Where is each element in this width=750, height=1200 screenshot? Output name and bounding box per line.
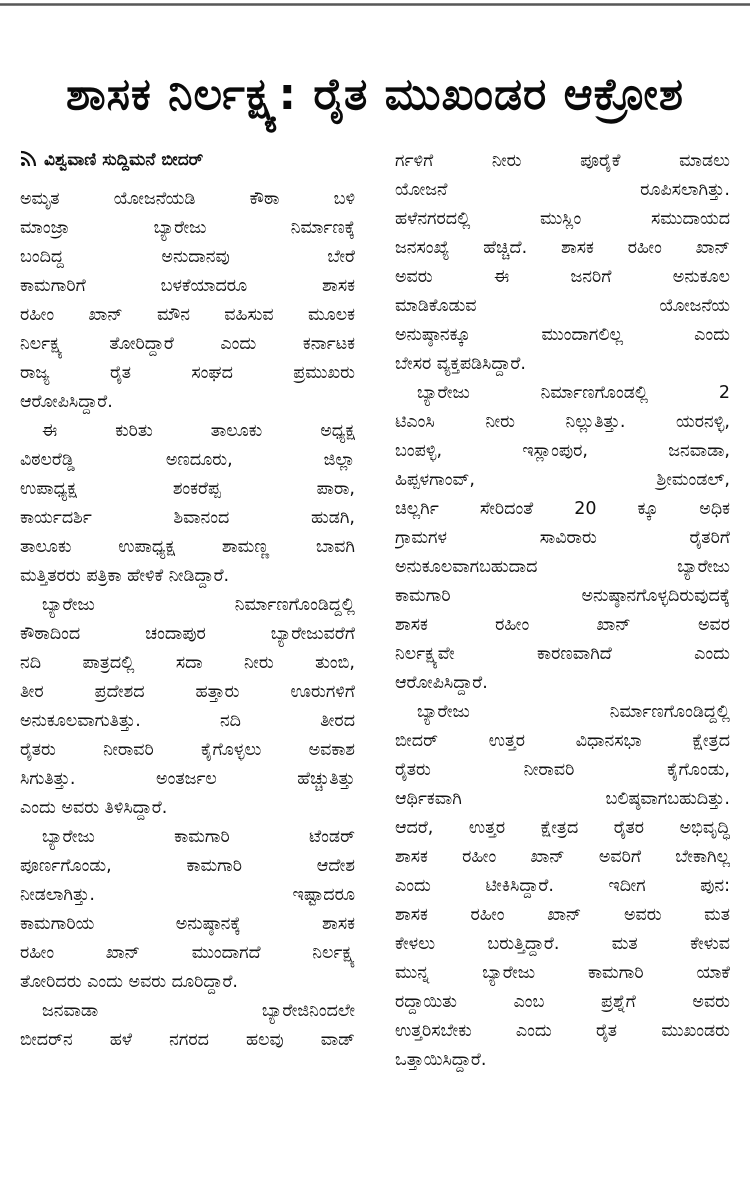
article-line: ಎಂದು ಟೀಕಿಸಿದ್ದಾರೆ. ಇದೀಗ ಪುನ: bbox=[395, 876, 730, 896]
article-line: ಮಾಂಜ್ರಾ ಬ್ಯಾರೇಜು ನಿರ್ಮಾಣಕ್ಕೆ bbox=[20, 218, 355, 238]
article-line: ಚಿಲ್ಲರ್ಗಿ ಸೇರಿದಂತೆ 20 ಕ್ಕೂ ಅಧಿಕ bbox=[395, 499, 730, 519]
article-line: ರದ್ದಾಯಿತು ಎಂಬ ಪ್ರಶ್ನೆಗೆ ಅವರು bbox=[395, 992, 730, 1012]
article-line: ಟಿಎಂಸಿ ನೀರು ನಿಲ್ಲುತಿತ್ತು. ಯರನಳ್ಳಿ, bbox=[395, 412, 730, 432]
article-line: ಮಾಡಿಕೊಡುವ ಯೋಜನೆಯ bbox=[395, 296, 730, 316]
article-line: ರೈತರು ನೀರಾವರಿ ಕೈಗೊಂಡು, bbox=[395, 760, 730, 780]
article-line: ಈ ಕುರಿತು ತಾಲೂಕು ಅಧ್ಯಕ್ಷ bbox=[42, 421, 355, 441]
article-line: ಸಿಗುತಿತ್ತು. ಅಂತರ್ಜಲ ಹೆಚ್ಚುತಿತ್ತು bbox=[20, 769, 355, 789]
article-line: ಆರೋಪಿಸಿದ್ದಾರೆ. bbox=[20, 392, 113, 412]
article-line: ರಹೀಂ ಖಾನ್ ಮೌನ ವಹಿಸುವ ಮೂಲಕ bbox=[20, 305, 355, 325]
article-line: ಕಾಮಗಾರಿಯ ಅನುಷ್ಠಾನಕ್ಕೆ ಶಾಸಕ bbox=[20, 914, 355, 934]
article-line: ರೈತರು ನೀರಾವರಿ ಕೈಗೊಳ್ಳಲು ಅವಕಾಶ bbox=[20, 740, 355, 760]
article-line: ತಾಲೂಕು ಉಪಾಧ್ಯಕ್ಷ ಶಾಮಣ್ಣ ಬಾವಗಿ bbox=[20, 537, 355, 557]
article-line: ಮುನ್ನ ಬ್ಯಾರೇಜು ಕಾಮಗಾರಿ ಯಾಕೆ bbox=[395, 963, 730, 983]
article-line: ಗ್ರಾಮಗಳ ಸಾವಿರಾರು ರೈತರಿಗೆ bbox=[395, 528, 730, 548]
article-line: ಆರೋಪಿಸಿದ್ದಾರೆ. bbox=[395, 673, 488, 693]
article-line: ಕೌಠಾದಿಂದ ಚಂದಾಪುರ ಬ್ಯಾರೇಜುವರೆಗೆ bbox=[20, 624, 355, 644]
article-line: ಅಮೃತ ಯೋಜನೆಯಡಿ ಕೌಠಾ ಬಳಿ bbox=[20, 189, 355, 209]
article-line: ನಿರ್ಲಕ್ಷ್ಯ ತೋರಿದ್ದಾರೆ ಎಂದು ಕರ್ನಾಟಕ bbox=[20, 334, 355, 354]
article-line: ಬಂಪಳ್ಳಿ, ಇಸ್ಲಾಂಪುರ, ಜನವಾಡಾ, bbox=[395, 441, 730, 461]
article-line: ಮತ್ತಿತರರು ಪತ್ರಿಕಾ ಹೇಳಿಕೆ ನೀಡಿದ್ದಾರೆ. bbox=[20, 566, 230, 586]
byline bbox=[20, 143, 355, 177]
article-line: ಬೇಸರ ವ್ಯಕ್ತಪಡಿಸಿದ್ದಾರೆ. bbox=[395, 354, 526, 374]
article-line: ಬೀದರ್‌ನ ಹಳೆ ನಗರದ ಹಲವು ವಾಡ್ bbox=[20, 1030, 355, 1050]
article-line: ಬೀದರ್ ಉತ್ತರ ವಿಧಾನಸಭಾ ಕ್ಷೇತ್ರದ bbox=[395, 731, 730, 751]
headline: ಶಾಸಕ ನಿರ್ಲಕ್ಷ್ಯ: ರೈತ ಮುಖಂಡರ ಆಕ್ರೋಶ bbox=[65, 69, 685, 121]
article-line: ಆದರೆ, ಉತ್ತರ ಕ್ಷೇತ್ರದ ರೈತರ ಅಭಿವೃದ್ಧಿ bbox=[395, 818, 730, 838]
article-line: ಕಾರ್ಯದರ್ಶಿ ಶಿವಾನಂದ ಹುಡಗಿ, bbox=[20, 508, 355, 528]
article-line: ಒತ್ತಾಯಿಸಿದ್ದಾರೆ. bbox=[395, 1050, 487, 1070]
article-line: ಬಂದಿದ್ದ ಅನುದಾನವು ಬೇರೆ bbox=[20, 247, 355, 267]
article-line: ರಾಜ್ಯ ರೈತ ಸಂಘದ ಪ್ರಮುಖರು bbox=[20, 363, 355, 383]
article-line: ಉತ್ತರಿಸಬೇಕು ಎಂದು ರೈತ ಮುಖಂಡರು bbox=[395, 1021, 730, 1041]
article-line: ಯೋಜನೆ ರೂಪಿಸಲಾಗಿತ್ತು. bbox=[395, 180, 730, 200]
article-line: ಕೇಳಲು ಬರುತ್ತಿದ್ದಾರೆ. ಮತ ಕೇಳುವ bbox=[395, 934, 730, 954]
article-line: ಅನುಕೂಲವಾಗುತಿತ್ತು. ನದಿ ತೀರದ bbox=[20, 711, 355, 731]
article-line: ಬ್ಯಾರೇಜು ನಿರ್ಮಾಣಗೊಂಡಲ್ಲಿ 2 bbox=[417, 383, 730, 403]
article-line: ತೀರ ಪ್ರದೇಶದ ಹತ್ತಾರು ಊರುಗಳಿಗೆ bbox=[20, 682, 355, 702]
article-line: ಆರ್ಥಿಕವಾಗಿ ಬಲಿಷ್ಠವಾಗಬಹುದಿತ್ತು. bbox=[395, 789, 730, 809]
article-line: ಬ್ಯಾರೇಜು ನಿರ್ಮಾಣಗೊಂಡಿದ್ದಲ್ಲಿ bbox=[42, 595, 355, 615]
article-line: ಕಾಮಗಾರಿಗೆ ಬಳಕೆಯಾದರೂ ಶಾಸಕ bbox=[20, 276, 355, 296]
byline-text: ವಿಶ್ವವಾಣಿ ಸುದ್ದಿಮನೆ ಬೀದರ್ bbox=[44, 150, 204, 170]
article-column-left bbox=[20, 140, 355, 1055]
article-body-right bbox=[395, 147, 730, 1075]
article-line: ನಿರ್ಲಕ್ಷ್ಯವೇ ಕಾರಣವಾಗಿದೆ ಎಂದು bbox=[395, 644, 730, 664]
article-line: ತೋರಿದರು ಎಂದು ಅವರು ದೂರಿದ್ದಾರೆ. bbox=[20, 972, 238, 992]
article-line: ನದಿ ಪಾತ್ರದಲ್ಲಿ ಸದಾ ನೀರು ತುಂಬಿ, bbox=[20, 653, 355, 673]
article-line: ಪೂರ್ಣಗೊಂಡು, ಕಾಮಗಾರಿ ಆದೇಶ bbox=[20, 856, 355, 876]
article-line: ಕಾಮಗಾರಿ ಅನುಷ್ಠಾನಗೊಳ್ಳದಿರುವುದಕ್ಕೆ bbox=[395, 586, 730, 606]
article-line: ಹಿಪ್ಪಳಗಾಂವ್, ಶ್ರೀಮಂಡಲ್, bbox=[395, 470, 730, 490]
article-line: ಅನುಷ್ಠಾನಕ್ಕೂ ಮುಂದಾಗಲಿಲ್ಲ ಎಂದು bbox=[395, 325, 730, 345]
article-line: ಎಂದು ಅವರು ತಿಳಿಸಿದ್ದಾರೆ. bbox=[20, 798, 168, 818]
article-line: ಜನವಾಡಾ ಬ್ಯಾರೇಜಿನಿಂದಲೇ bbox=[42, 1001, 355, 1021]
article-body-left bbox=[20, 185, 355, 1055]
article-line: ನೀಡಲಾಗಿತ್ತು. ಇಷ್ಟಾದರೂ bbox=[20, 885, 355, 905]
article-line: ಬ್ಯಾರೇಜು ಕಾಮಗಾರಿ ಟೆಂಡರ್ bbox=[42, 827, 355, 847]
article-line: ಶಾಸಕ ರಹೀಂ ಖಾನ್ ಅವರು ಮತ bbox=[395, 905, 730, 925]
article-line: ಹಳೆನಗರದಲ್ಲಿ ಮುಸ್ಲಿಂ ಸಮುದಾಯದ bbox=[395, 209, 730, 229]
article-line: ರ್ಗಳಿಗೆ ನೀರು ಪೂರೈಕೆ ಮಾಡಲು bbox=[395, 151, 730, 171]
article-line: ವಿಠಲರೆಡ್ಡಿ ಅಣದೂರು, ಜಿಲ್ಲಾ bbox=[20, 450, 355, 470]
article-line: ಉಪಾಧ್ಯಕ್ಷ ಶಂಕರೆಪ್ಪ ಪಾರಾ, bbox=[20, 479, 355, 499]
article-column-right bbox=[395, 147, 730, 1075]
article-line: ಅವರು ಈ ಜನರಿಗೆ ಅನುಕೂಲ bbox=[395, 267, 730, 287]
rss-icon bbox=[20, 149, 38, 172]
article-line: ಶಾಸಕ ರಹೀಂ ಖಾನ್ ಅವರ bbox=[395, 615, 730, 635]
top-rule bbox=[0, 3, 750, 6]
article-line: ಜನಸಂಖ್ಯೆ ಹೆಚ್ಚಿದೆ. ಶಾಸಕ ರಹೀಂ ಖಾನ್ bbox=[395, 238, 730, 258]
article-line: ಶಾಸಕ ರಹೀಂ ಖಾನ್ ಅವರಿಗೆ ಬೇಕಾಗಿಲ್ಲ bbox=[395, 847, 730, 867]
article-line: ರಹೀಂ ಖಾನ್ ಮುಂದಾಗದೆ ನಿರ್ಲಕ್ಷ್ಯ bbox=[20, 943, 355, 963]
article-line: ಅನುಕೂಲವಾಗಬಹುದಾದ ಬ್ಯಾರೇಜು bbox=[395, 557, 730, 577]
article-line: ಬ್ಯಾರೇಜು ನಿರ್ಮಾಣಗೊಂಡಿದ್ದಲ್ಲಿ bbox=[417, 702, 730, 722]
